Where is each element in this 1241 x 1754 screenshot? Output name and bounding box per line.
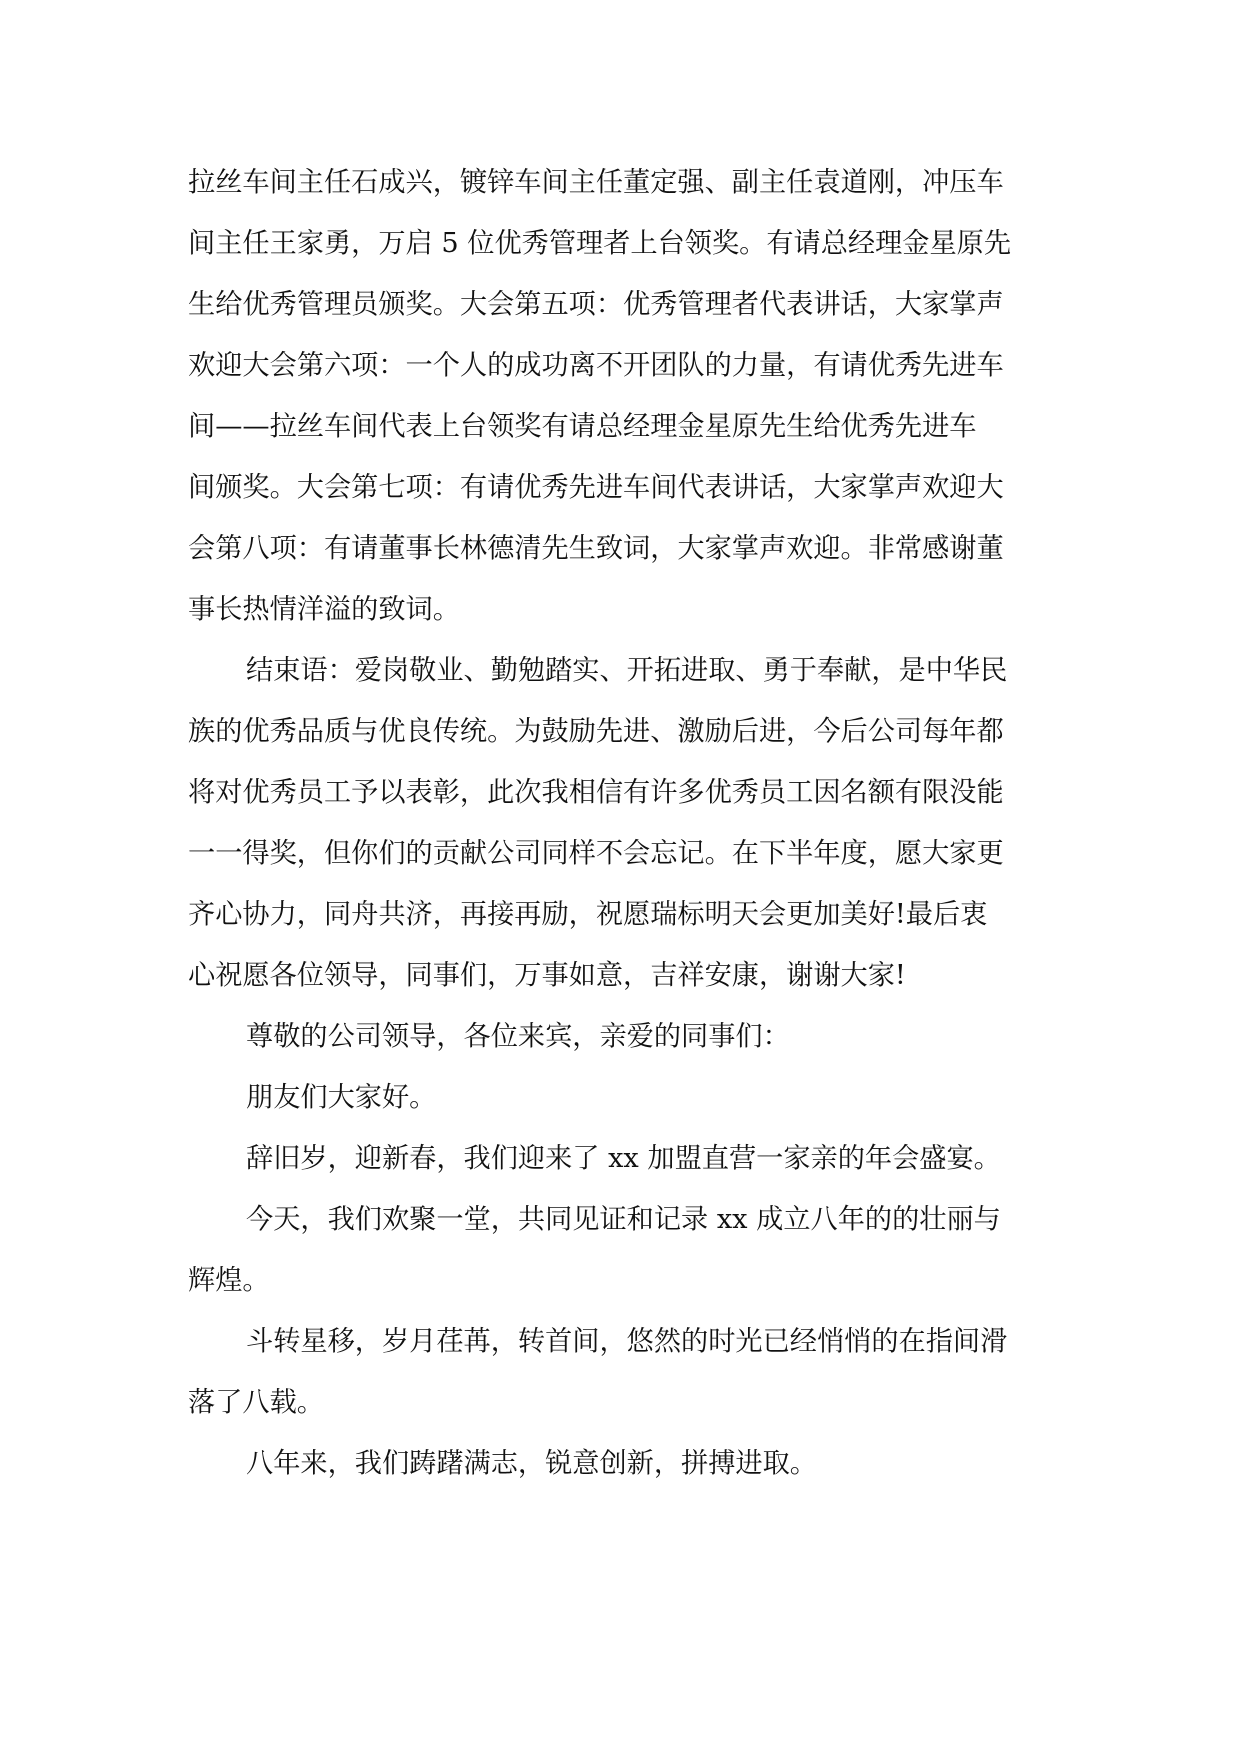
text-line: 间颁奖。大会第七项：有请优秀先进车间代表讲话，大家掌声欢迎大 [188,472,1004,503]
text-line: 将对优秀员工予以表彰，此次我相信有许多优秀员工因名额有限没能 [188,777,1004,808]
text-line: 今天，我们欢聚一堂，共同见证和记录 xx 成立八年的的壮丽与 [246,1204,1001,1235]
text-line: 辉煌。 [188,1265,270,1296]
text-line: 族的优秀品质与优良传统。为鼓励先进、激励后进，今后公司每年都 [188,716,1004,747]
text-line: 欢迎大会第六项：一个人的成功离不开团队的力量，有请优秀先进车 [188,350,1004,381]
text-line: 生给优秀管理员颁奖。大会第五项：优秀管理者代表讲话，大家掌声 [188,289,1004,320]
text-line: 间主任王家勇，万启 5 位优秀管理者上台领奖。有请总经理金星原先 [188,228,1012,259]
text-line: 间——拉丝车间代表上台领奖有请总经理金星原先生给优秀先进车 [188,411,977,442]
text-line: 一一得奖，但你们的贡献公司同样不会忘记。在下半年度，愿大家更 [188,838,1004,869]
text-line: 会第八项：有请董事长林德清先生致词，大家掌声欢迎。非常感谢董 [188,533,1004,564]
text-line: 心祝愿各位领导，同事们，万事如意，吉祥安康，谢谢大家! [188,960,906,991]
text-line: 辞旧岁，迎新春，我们迎来了 xx 加盟直营一家亲的年会盛宴。 [246,1143,1001,1174]
text-line: 八年来，我们踌躇满志，锐意创新，拼搏进取。 [246,1448,817,1479]
text-line: 齐心协力，同舟共济，再接再励，祝愿瑞标明天会更加美好!最后衷 [188,899,988,930]
text-line: 朋友们大家好。 [246,1082,437,1113]
text-line: 结束语：爱岗敬业、勤勉踏实、开拓进取、勇于奉献，是中华民 [246,655,1008,686]
text-line: 落了八载。 [188,1387,324,1418]
text-line: 尊敬的公司领导，各位来宾，亲爱的同事们： [246,1021,790,1052]
text-line: 斗转星移，岁月荏苒，转首间，悠然的时光已经悄悄的在指间滑 [246,1326,1008,1357]
text-line: 事长热情洋溢的致词。 [188,594,460,625]
text-line: 拉丝车间主任石成兴，镀锌车间主任董定强、副主任袁道刚，冲压车 [188,167,1004,198]
document-page [188,152,1054,1494]
